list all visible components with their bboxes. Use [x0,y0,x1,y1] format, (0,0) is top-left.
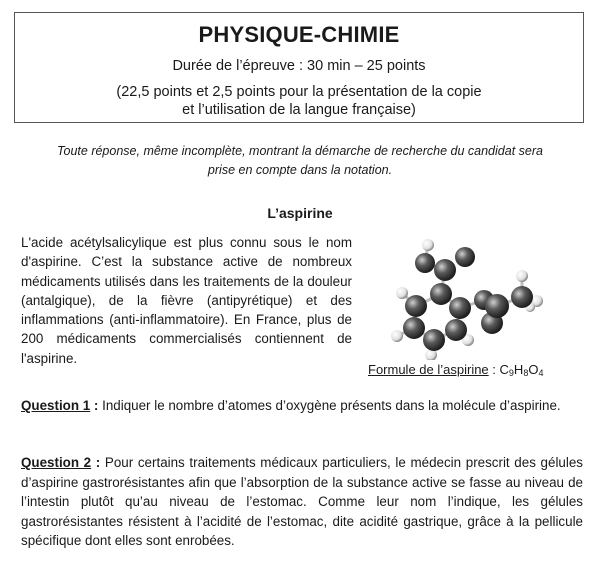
note-line-1: Toute réponse, même incomplète, montrant la démarche de recherche du candidat sera [57,144,543,158]
question-2 [21,453,583,551]
question-1 [21,396,583,415]
question-1-sep: : [90,398,103,413]
grading-note [0,142,600,180]
oxygen-atom [415,253,435,273]
points-line-1: (22,5 points et 2,5 points pour la présentation de la copie [116,84,482,100]
formula-h-count: 8 [523,368,529,378]
hydrogen-atom [422,239,434,251]
points-line-2: et l’utilisation de la langue française) [182,102,416,118]
section-title: L’aspirine [267,205,333,221]
formula-caption [368,362,543,378]
exam-title: PHYSIQUE-CHIMIE [198,22,400,47]
atoms [391,239,543,360]
carbon-atom [511,286,533,308]
carbon-atom [403,317,425,339]
formula-caption-label: Formule de l’aspirine [368,362,489,377]
note-line-2: prise en compte dans la notation. [207,163,393,177]
question-2-label: Question 2 [21,455,92,470]
carbon-atom [430,283,452,305]
formula-h: H [513,362,524,377]
exam-duration: Durée de l’épreuve : 30 min – 25 points [172,58,426,74]
aspirin-molecule-diagram [380,230,560,360]
formula-caption-sep: : [488,362,500,377]
carbon-atom [445,319,467,341]
carbon-atom [434,259,456,281]
exam-points-detail [15,83,583,119]
carbon-atom [423,329,445,351]
question-2-sep: : [91,455,105,470]
formula-c: C [499,362,509,377]
oxygen-atom [455,247,475,267]
question-1-text: Indiquer le nombre d’atomes d’oxygène présents dans la molécule d’aspirine. [102,398,561,413]
formula-c-count: 9 [508,368,514,378]
question-1-label: Question 1 [21,398,91,413]
carbon-atom [449,297,471,319]
carbon-atom [405,295,427,317]
hydrogen-atom [516,270,528,282]
formula-o-count: 4 [538,368,544,378]
exam-header [14,12,584,123]
formula-o: O [528,362,539,377]
intro-paragraph: L'acide acétylsalicylique est plus connu sous le nom d'aspirine. C’est la substance active de nombreux médicaments utilisés dans les traitements de la douleur (antalgique), de la fièvre (antipyrétique) et des inflammations (anti-inflammatoire). En France, plus de 200 médicaments commercialisés contiennent de l'aspirine. [21,235,352,366]
hydrogen-atom [396,287,408,299]
question-2-text: Pour certains traitements médicaux particuliers, le médecin prescrit des gélules d’aspirine gastrorésistantes afin que l’absorption de la substance active se fasse au niveau de l’intestin plutôt qu’au niveau de l’estomac. Comme leur nom l’indique, les gélules gastrorésistantes résistent à l’acidité de l’estomac, dite acidité gastrique, grâce à la pellicule spécifique dont elles sont enrobées. [21,455,583,548]
hydrogen-atom [391,330,403,342]
carbon-atom [485,294,509,318]
